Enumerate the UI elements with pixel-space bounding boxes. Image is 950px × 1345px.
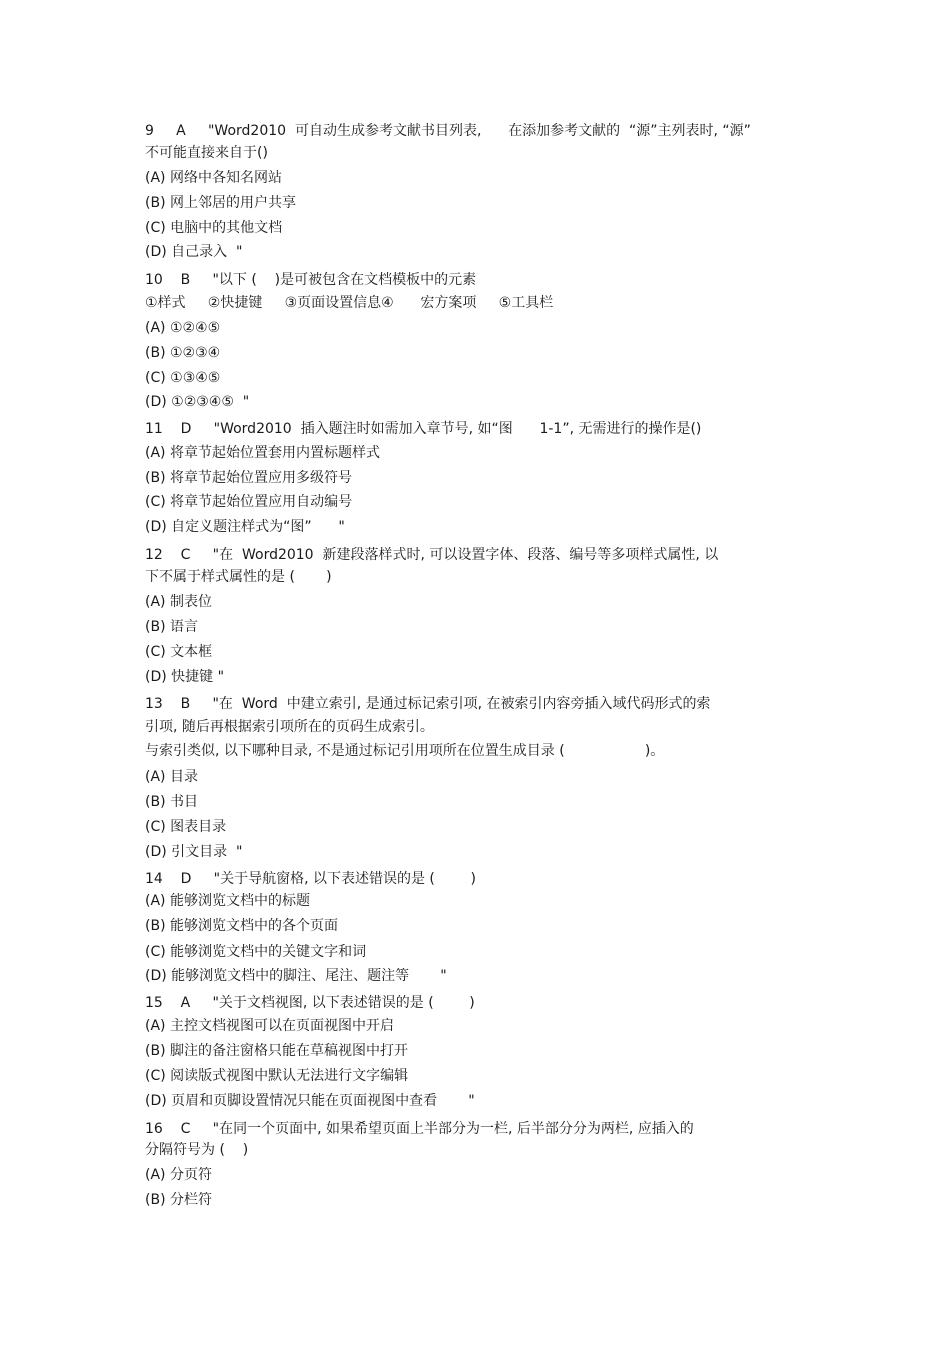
q9-option-b: (B) 网上邻居的用户共享	[145, 195, 296, 211]
q12-option-b: (B) 语言	[145, 619, 198, 635]
q10-option-b: (B) ①②③④	[145, 345, 221, 361]
q13-option-d: (D) 引文目录 "	[145, 844, 243, 860]
q13-option-b: (B) 书目	[145, 794, 198, 810]
q11-stem-line1: 11 D "Word2010 插入题注时如需加入章节号, 如“图 1-1”, 无需进行的操作是()	[145, 421, 702, 437]
q11-option-b: (B) 将章节起始位置应用多级符号	[145, 470, 352, 486]
q12-option-c: (C) 文本框	[145, 644, 213, 660]
q9-option-a: (A) 网络中各知名网站	[145, 170, 282, 186]
q9-stem-line2: 不可能直接来自于()	[145, 145, 268, 161]
q12-stem-line2: 下不属于样式属性的是 ( )	[145, 569, 332, 585]
q16-stem-line2: 分隔符号为 ( )	[145, 1142, 249, 1158]
q14-option-b: (B) 能够浏览文档中的各个页面	[145, 918, 338, 934]
q9-stem-line1: 9 A "Word2010 可自动生成参考文献书目列表, 在添加参考文献的 “源”主列表时, “源”	[145, 123, 751, 139]
q13-option-a: (A) 目录	[145, 769, 198, 785]
q16-stem-line1: 16 C "在同一个页面中, 如果希望页面上半部分为一栏, 后半部分分为两栏, 应插入的	[145, 1121, 694, 1137]
q14-option-a: (A) 能够浏览文档中的标题	[145, 893, 310, 909]
q16-option-a: (A) 分页符	[145, 1167, 212, 1183]
q10-option-d: (D) ①②③④⑤ "	[145, 394, 250, 410]
q13-stem-line3: 与索引类似, 以下哪种目录, 不是通过标记引用项所在位置生成目录 ( )。	[145, 743, 665, 759]
q15-stem-line1: 15 A "关于文档视图, 以下表述错误的是 ( )	[145, 995, 475, 1011]
q10-stem-line1: 10 B "以下 ( )是可被包含在文档模板中的元素	[145, 272, 477, 288]
q11-option-d: (D) 自定义题注样式为“图” "	[145, 519, 345, 535]
q13-option-c: (C) 图表目录	[145, 819, 227, 835]
q9-option-d: (D) 自己录入 "	[145, 244, 243, 260]
q15-option-c: (C) 阅读版式视图中默认无法进行文字编辑	[145, 1068, 409, 1084]
q12-stem-line1: 12 C "在 Word2010 新建段落样式时, 可以设置字体、段落、编号等多项样式属性, 以	[145, 547, 719, 563]
q15-option-d: (D) 页眉和页脚设置情况只能在页面视图中查看 "	[145, 1093, 475, 1109]
q11-option-a: (A) 将章节起始位置套用内置标题样式	[145, 445, 380, 461]
q12-option-a: (A) 制表位	[145, 594, 212, 610]
q11-option-c: (C) 将章节起始位置应用自动编号	[145, 494, 353, 510]
q16-option-b: (B) 分栏符	[145, 1192, 212, 1208]
q10-stem-line2: ①样式 ②快捷键 ③页面设置信息④ 宏方案项 ⑤工具栏	[145, 295, 554, 311]
q15-option-b: (B) 脚注的备注窗格只能在草稿视图中打开	[145, 1043, 408, 1059]
q13-stem-line2: 引项, 随后再根据索引项所在的页码生成索引。	[145, 719, 434, 735]
q12-option-d: (D) 快捷键 "	[145, 669, 225, 685]
q9-option-c: (C) 电脑中的其他文档	[145, 220, 283, 236]
q14-stem-line1: 14 D "关于导航窗格, 以下表述错误的是 ( )	[145, 871, 476, 887]
q13-stem-line1: 13 B "在 Word 中建立索引, 是通过标记索引项, 在被索引内容旁插入域代码形式的索	[145, 696, 711, 712]
q10-option-c: (C) ①③④⑤	[145, 370, 221, 386]
q10-option-a: (A) ①②④⑤	[145, 320, 221, 336]
q15-option-a: (A) 主控文档视图可以在页面视图中开启	[145, 1018, 394, 1034]
q14-option-c: (C) 能够浏览文档中的关键文字和词	[145, 944, 367, 960]
q14-option-d: (D) 能够浏览文档中的脚注、尾注、题注等 "	[145, 968, 447, 984]
